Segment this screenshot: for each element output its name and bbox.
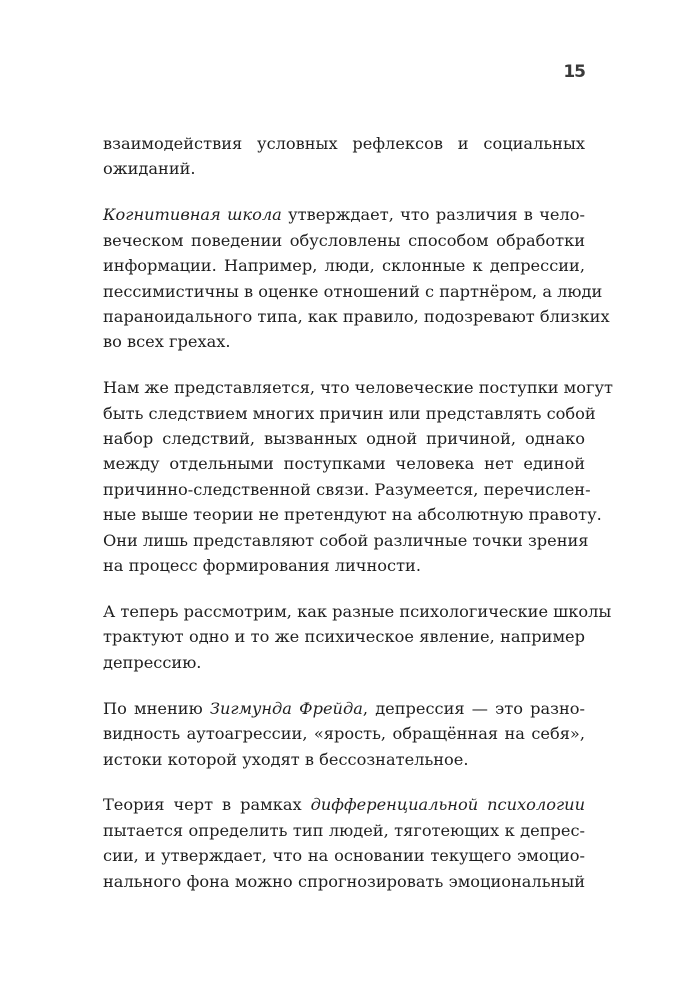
text-segment: истоки которой уходят в бессознательное. (103, 749, 469, 769)
page-number: 15 (563, 62, 585, 82)
paragraph (103, 202, 610, 354)
text-line (103, 156, 585, 181)
text-segment: набор следствий, вызванных одной причиной, однако (103, 429, 585, 449)
text-segment: , депрессия — это разно- (362, 698, 585, 718)
text-line (103, 279, 603, 304)
text-line (103, 818, 585, 843)
text-line (103, 451, 585, 476)
text-segment: По мнению (103, 698, 210, 718)
text-segment: на процесс формирования личности. (103, 556, 421, 576)
paragraph (103, 792, 585, 894)
italic-term: Зигмунда Фрейда (209, 698, 363, 718)
text-line (103, 329, 585, 354)
text-segment: депрессию. (103, 652, 202, 672)
text-line (103, 553, 585, 578)
text-line (103, 843, 585, 868)
text-segment: веческом поведении обусловлены способом обработки (103, 230, 585, 250)
text-segment: быть следствием многих причин или представлять собой (103, 403, 596, 423)
text-segment: причинно-следственной связи. Разумеется, перечислен- (103, 479, 591, 499)
text-line (103, 624, 585, 649)
text-line (103, 650, 585, 675)
text-segment: во всех грехах. (103, 332, 231, 352)
text-line (103, 696, 585, 721)
text-segment: ные выше теории не претендуют на абсолютную правоту. (103, 505, 602, 525)
text-segment: пессимистичны в оценке отношений с партнёром, а люди (103, 281, 603, 301)
paragraph (103, 696, 585, 772)
text-line (103, 528, 589, 553)
text-segment: нального фона можно спрогнозировать эмоциональный (103, 871, 585, 891)
text-segment: утверждает, что различия в чело- (281, 205, 585, 225)
text-segment: Нам же представляется, что человеческие поступки могут (103, 378, 613, 398)
text-line (103, 228, 585, 253)
text-segment: взаимодействия условных рефлексов и социальных (103, 134, 585, 153)
italic-term: дифференциальной психологии (310, 795, 585, 815)
text-line (103, 869, 585, 894)
body-text (103, 131, 613, 915)
text-line (103, 599, 612, 624)
paragraph (103, 375, 613, 578)
text-segment: видность аутоагрессии, «ярость, обращённая на себя», (103, 724, 585, 744)
text-line (103, 721, 585, 746)
text-segment: параноидального типа, как правило, подозревают близких (103, 306, 610, 326)
text-segment: сии, и утверждает, что на основании текущего эмоцио- (103, 846, 585, 866)
text-line (103, 747, 585, 772)
text-line (103, 253, 585, 278)
paragraph (103, 131, 585, 182)
text-segment: Теория черт в рамках (103, 795, 311, 815)
text-line (103, 131, 585, 156)
italic-term: Когнитивная школа (103, 205, 282, 225)
text-line (103, 401, 596, 426)
text-segment: трактуют одно и то же психическое явление, например (103, 627, 585, 647)
paragraph (103, 599, 612, 675)
text-segment: ожиданий. (103, 159, 196, 179)
text-line (103, 426, 585, 451)
text-segment: информации. Например, люди, склонные к депрессии, (103, 256, 585, 276)
text-segment: Они лишь представляют собой различные точки зрения (103, 530, 589, 550)
text-segment: пытается определить тип людей, тяготеющих к депрес- (103, 820, 585, 840)
text-line (103, 477, 591, 502)
text-segment: между отдельными поступками человека нет единой (103, 454, 585, 474)
text-line (103, 202, 585, 227)
text-segment: А теперь рассмотрим, как разные психологические школы (103, 602, 612, 621)
text-line (103, 304, 610, 329)
text-line (103, 375, 613, 400)
text-line (103, 792, 585, 817)
text-line (103, 502, 602, 527)
